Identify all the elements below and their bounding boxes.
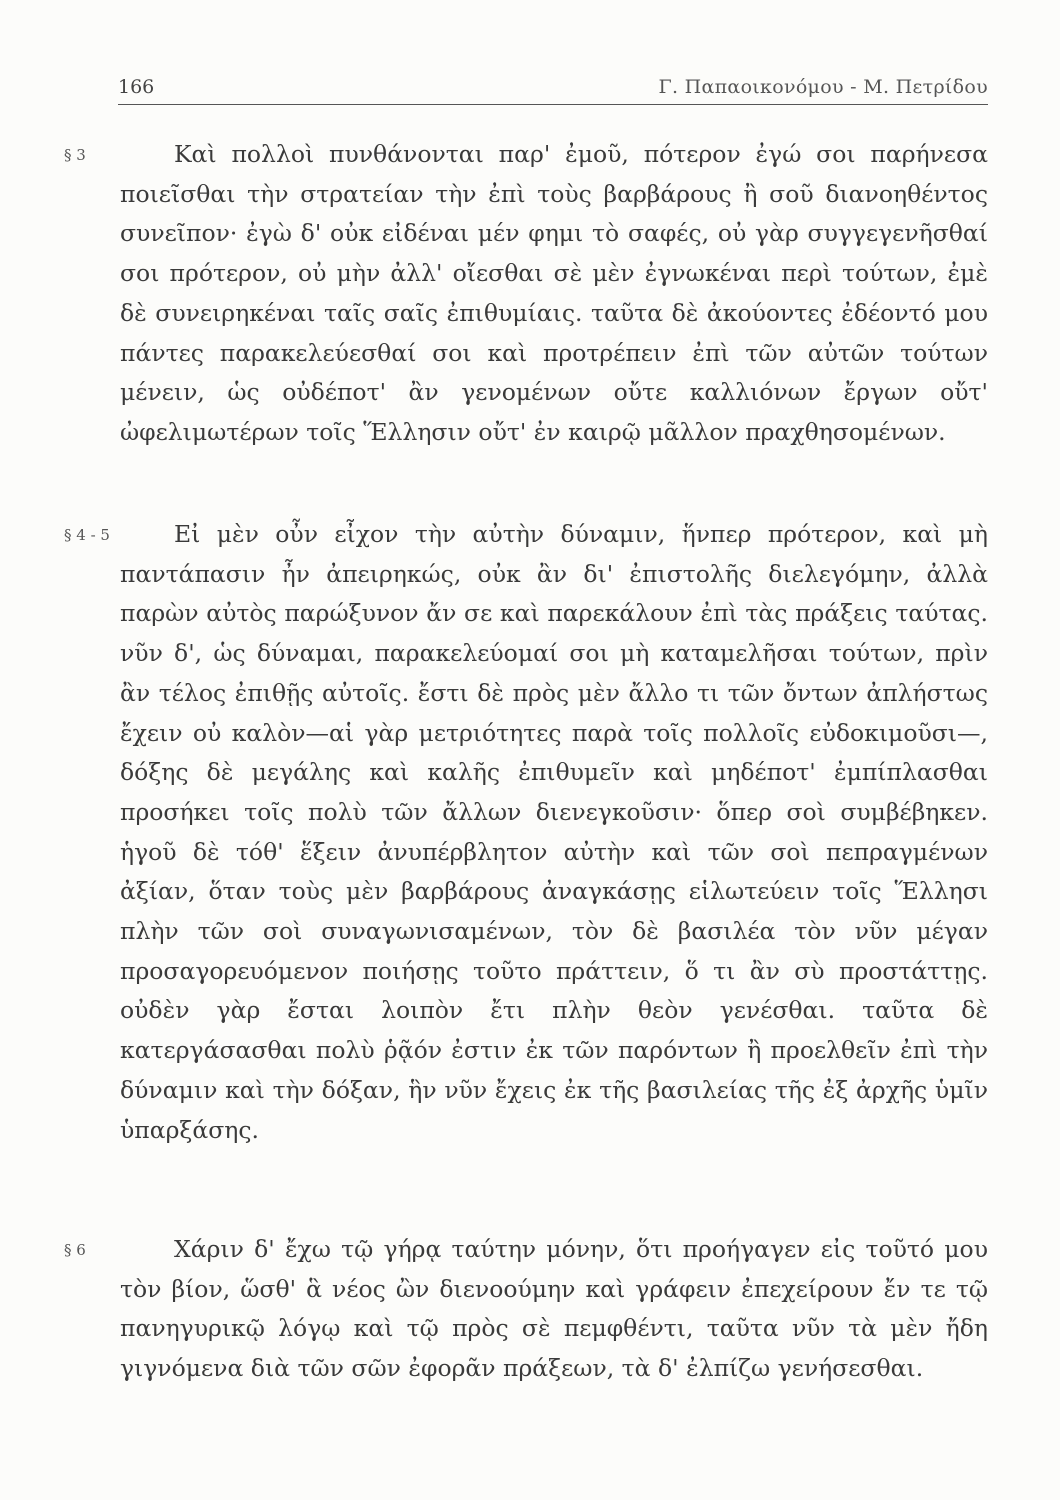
paragraph-section-6 bbox=[120, 1230, 988, 1389]
paragraph-section-4-5 bbox=[120, 515, 988, 1150]
paragraph-text: Χάριν δ' ἔχω τῷ γήρᾳ ταύτην μόνην, ὅτι προήγαγεν εἰς τοῦτό μου τὸν βίον, ὥσθ' ἃ νέος ὢν διενοούμην καὶ γράφειν ἐπεχείρουν ἔν τε τῷ πανηγυρικῷ λόγῳ καὶ τῷ πρὸς σὲ πεμφθέντι, ταῦτα νῦν τὰ μὲν ἤδη γιγνόμενα διὰ τῶν σῶν ἐφορᾶν πράξεων, τὰ δ' ἐλπίζω γενήσεσθαι. bbox=[120, 1235, 988, 1383]
page-header bbox=[118, 68, 988, 105]
section-marker: § 6 bbox=[64, 1241, 86, 1259]
paragraph-text: Εἰ μὲν οὖν εἶχον τὴν αὐτὴν δύναμιν, ἥνπερ πρότερον, καὶ μὴ παντάπασιν ἦν ἀπειρηκώς, οὐκ ἂν δι' ἐπιστολῆς διελεγόμην, ἀλλὰ παρὼν αὐτὸς παρώξυνον ἄν σε καὶ παρεκάλουν ἐπὶ τὰς πράξεις ταύτας. νῦν δ', ὡς δύναμαι, παρακελεύομαί σοι μὴ καταμελῆσαι τούτων, πρὶν ἂν τέλος ἐπιθῇς αὐτοῖς. ἔστι δὲ πρὸς μὲν ἄλλο τι τῶν ὄντων ἀπλήστως ἔχειν οὐ καλὸν—αἱ γὰρ μετριότητες παρὰ τοῖς πολλοῖς εὐδοκιμοῦσι—, δόξης δὲ μεγάλης καὶ καλῆς ἐπιθυμεῖν καὶ μηδέποτ' ἐμπίπλασθαι προσήκει τοῖς πολὺ τῶν ἄλλων διενεγκοῦσιν· ὅπερ σοὶ συμβέβηκεν. ἡγοῦ δὲ τόθ' ἕξειν ἀνυπέρβλητον αὐτὴν καὶ τῶν σοὶ πεπραγμένων ἀξίαν, ὅταν τοὺς μὲν βαρβάρους ἀναγκάσῃς εἱλωτεύειν τοῖς Ἕλλησι πλὴν τῶν σοὶ συναγωνισαμένων, τὸν δὲ βασιλέα τὸν νῦν μέγαν προσαγορευόμενον ποιήσῃς τοῦτο πράττειν, ὅ τι ἂν σὺ προστάττῃς. οὐδὲν γὰρ ἔσται λοιπὸν ἔτι πλὴν θεὸν γενέσθαι. ταῦτα δὲ κατεργάσασθαι πολὺ ῥᾷόν ἐστιν ἐκ τῶν παρόντων ἢ προελθεῖν ἐπὶ τὴν δύναμιν καὶ τὴν δόξαν, ἣν νῦν ἔχεις ἐκ τῆς βασιλείας τῆς ἐξ ἀρχῆς ὑμῖν ὑπαρξάσης. bbox=[120, 520, 988, 1144]
section-marker: § 3 bbox=[64, 146, 86, 164]
paragraph-text: Καὶ πολλοὶ πυνθάνονται παρ' ἐμοῦ, πότερον ἐγώ σοι παρήνεσα ποιεῖσθαι τὴν στρατείαν τὴν ἐπὶ τοὺς βαρβάρους ἢ σοῦ διανοηθέντος συνεῖπον· ἐγὼ δ' οὐκ εἰδέναι μέν φημι τὸ σαφές, οὐ γὰρ συγγεγενῆσθαί σοι πρότερον, οὐ μὴν ἀλλ' οἴεσθαι σὲ μὲν ἐγνωκέναι περὶ τούτων, ἐμὲ δὲ συνειρηκέναι ταῖς σαῖς ἐπιθυμίαις. ταῦτα δὲ ἀκούοντες ἐδέοντό μου πάντες παρακελεύεσθαί σοι καὶ προτρέπειν ἐπὶ τῶν αὐτῶν τούτων μένειν, ὡς οὐδέποτ' ἂν γενομένων οὔτε καλλιόνων ἔργων οὔτ' ὠφελιμωτέρων τοῖς Ἕλλησιν οὔτ' ἐν καιρῷ μᾶλλον πραχθησομένων. bbox=[120, 140, 988, 446]
running-head: Γ. Παπαοικονόμου - Μ. Πετρίδου bbox=[658, 76, 988, 98]
paragraph-section-3 bbox=[120, 135, 988, 453]
section-marker: § 4 - 5 bbox=[64, 526, 110, 544]
page-number: 166 bbox=[118, 76, 155, 98]
